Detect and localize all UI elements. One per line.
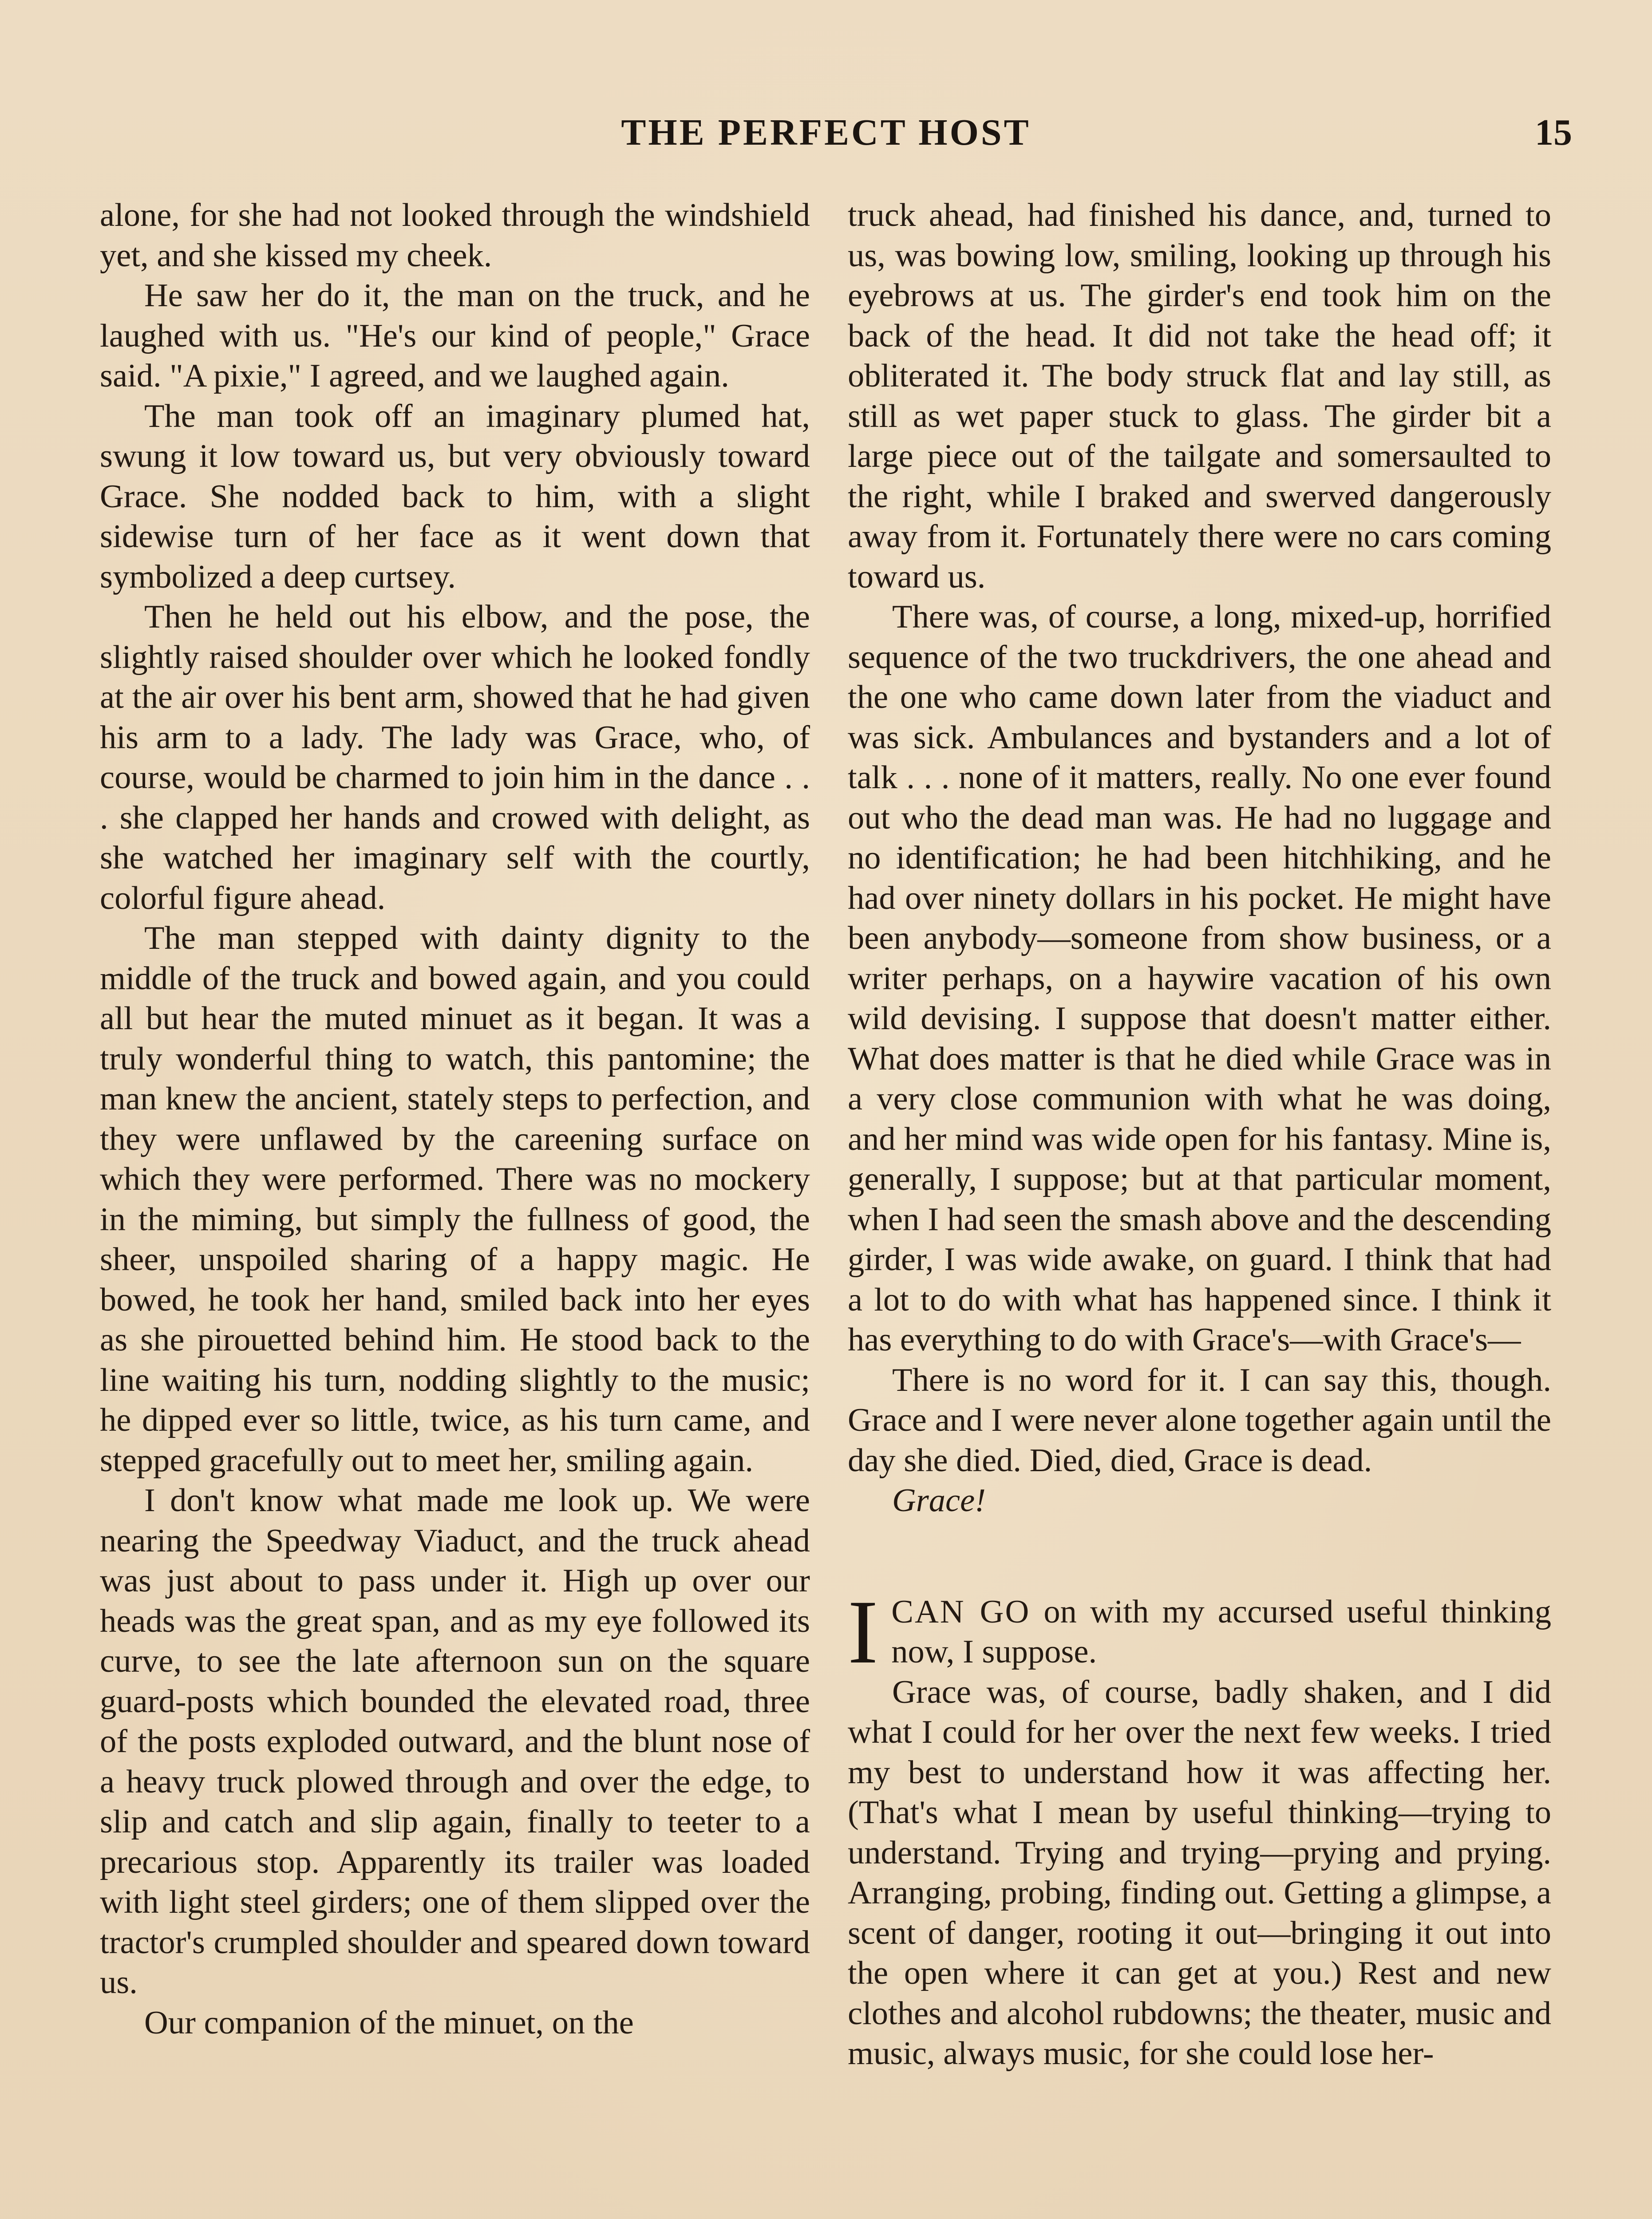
opening-text: on with my accursed useful thinking now, I suppose. xyxy=(891,1593,1551,1670)
paragraph-grace: Grace! xyxy=(892,1482,986,1519)
lead-in-words: CAN GO xyxy=(891,1593,1031,1630)
paragraph: alone, for she had not looked through the windshield yet, and she kissed my cheek. xyxy=(100,197,810,274)
paragraph: truck ahead, had finished his dance, and, turned to us, was bowing low, smiling, looking up through his eyebrows at us. The girder's end took him on the back of the head. It did not take the head off; it obliterated it. The body struck flat and lay still, as still as wet paper stuck to glass. The girder bit a large piece out of the tailgate and somersaulted to the right, while I braked and swerved dangerously away from it. Fortunately there were no cars coming toward us. xyxy=(848,197,1551,595)
running-title: THE PERFECT HOST xyxy=(621,112,1031,153)
paragraph: Grace was, of course, badly shaken, and I did what I could for her over the next few weeks. I tried my best to understand how it was affecting her. (That's what I mean by useful thinking—trying to understand. Trying and trying—prying and prying. Arranging, probing, finding out. Getting a glimpse, a scent of danger, rooting it out—bringing it out into the open where it can get at you.) Rest and new clothes and alcohol rubdowns; the theater, music and music, always music, for she could lose her- xyxy=(848,1674,1551,2072)
paragraph: There was, of course, a long, mixed-up, horrified sequence of the two truckdrivers, the one ahead and the one who came down later from the viaduct and was sick. Ambulances and bystanders and a lot of talk . . . none of it matters, really. No one ever found out who the dead man was. He had no luggage and no identification; he had been hitchhiking, and he had over ninety dollars in his pocket. He might have been anybody—someone from show business, or a writer perhaps, on a haywire vacation of his own wild devising. I suppose that doesn't matter either. What does matter is that he died while Grace was in a very close communion with what he was doing, and her mind was wide open for his fantasy. Mine is, generally, I suppose; but at that particular moment, when I had seen the smash above and the descending girder, I was wide awake, on guard. I think that had a lot to do with what has happened since. I think it has everything to do with Grace's—with Grace's— xyxy=(848,599,1551,1358)
paragraph: There is no word for it. I can say this, though. Grace and I were never alone together again until the day she died. Died, died, Grace is dead. xyxy=(848,1362,1551,1479)
drop-cap: I xyxy=(848,1581,878,1682)
paragraph: He saw her do it, the man on the truck, and he laughed with us. "He's our kind of people," Grace said. "A pixie," I agreed, and we laughed again. xyxy=(100,277,810,394)
section-break xyxy=(848,1521,1551,1592)
paragraph: Our companion of the minuet, on the xyxy=(144,2004,634,2041)
paragraph: The man took off an imaginary plumed hat, swung it low toward us, but very obviously toward Grace. She nodded back to him, with a slight sidewise turn of her face as it went down that symbolized a deep curtsey. xyxy=(100,398,810,595)
page-header xyxy=(0,111,1652,160)
section-opening-paragraph xyxy=(848,1581,1551,1682)
paragraph: Then he held out his elbow, and the pose, the slightly raised shoulder over which he looked fondly at the air over his bent arm, showed that he had given his arm to a lady. The lady was Grace, who, of course, would be charmed to join him in the dance . . . she clapped her hands and crowed with delight, as she watched her imaginary self with the courtly, colorful figure ahead. xyxy=(100,599,810,916)
paragraph: I don't know what made me look up. We were nearing the Speedway Viaduct, and the truck ahead was just about to pass under it. High up over our heads was the great span, and as my eye followed its curve, to see the late afternoon sun on the square guard-posts which bounded the elevated road, three of the posts exploded outward, and the blunt nose of a heavy truck plowed through and over the edge, to slip and catch and slip again, finally to teeter to a precarious stop. Apparently its trailer was loaded with light steel girders; one of them slipped over the tractor's crumpled shoulder and speared down toward us. xyxy=(100,1482,810,2001)
right-column xyxy=(848,195,1551,2074)
page-number: 15 xyxy=(1535,112,1572,153)
left-column xyxy=(100,195,810,2043)
paragraph: The man stepped with dainty dignity to the middle of the truck and bowed again, and you could all but hear the muted minuet as it began. It was a truly wonderful thing to watch, this pantomine; the man knew the ancient, stately steps to perfection, and they were unflawed by the careening surface on which they were performed. There was no mockery in the miming, but simply the fullness of good, the sheer, unspoiled sharing of a happy magic. He bowed, he took her hand, smiled back into her eyes as she pirouetted behind him. He stood back to the line waiting his turn, nodding slightly to the music; he dipped ever so little, twice, as his turn came, and stepped gracefully out to meet her, smiling again. xyxy=(100,920,810,1479)
